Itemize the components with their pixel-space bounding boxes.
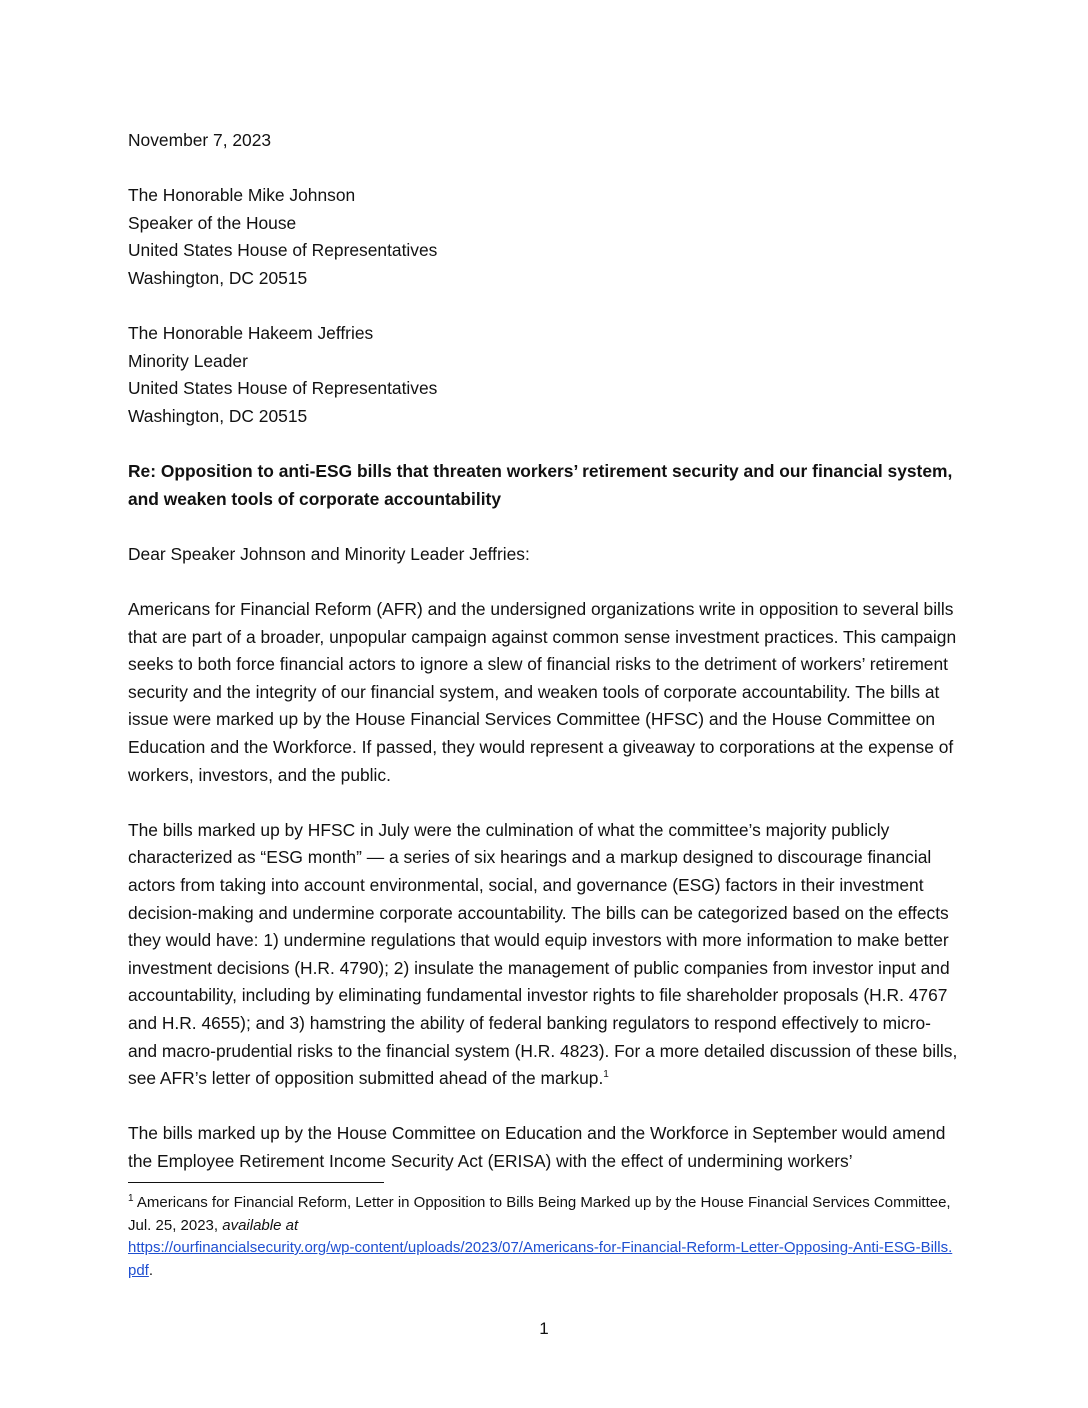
recipient-1-city: Washington, DC 20515 — [128, 267, 308, 288]
paragraph-1: Americans for Financial Reform (AFR) and the undersigned organizations write in opposition to several bills that are part of a broader, unpopular campaign against common sense investment practices. This campaign seeks to both force financial actors to ignore a slew of financial risks to the detriment of workers’ retirement security and the integrity of our financial system, and weaken tools of corporate accountability. The bills at issue were marked up by the House Financial Services Committee (HFSC) and the House Committee on Education and the Workforce. If passed, they would represent a giveaway to corporations at the expense of workers, investors, and the public. — [128, 599, 957, 785]
footnote-italic-text: available at — [222, 1216, 299, 1234]
footnote-reference[interactable]: 1 — [603, 1069, 609, 1081]
recipient-2-organization: United States House of Representatives — [128, 378, 438, 399]
paragraph-2-text: The bills marked up by HFSC in July were the culmination of what the committee’s majority publicly characterized as “ESG month” — a series of six hearings and a markup designed to discourage financial actors from taking into account environmental, social, and governance (ESG) factors in their investment decision-making and undermine corporate accountability. The bills can be categorized based on the effects they would have: 1) undermine regulations that would equip investors with more information to make better investment decisions (H.R. 4790); 2) insulate the management of public companies from investor input and accountability, including by eliminating fundamental investor rights to file shareholder proposals (H.R. 4767 and H.R. 4655); and 3) hamstring the ability of federal banking regulators to respond effectively to micro- and macro-prudential risks to the financial system (H.R. 4823). For a more detailed discussion of these bills, see AFR’s letter of opposition submitted ahead of the markup. — [128, 819, 958, 1089]
footnote — [128, 1192, 960, 1282]
recipient-2-title: Minority Leader — [128, 350, 248, 371]
footnote-trailing: . — [148, 1261, 154, 1279]
footnote-link[interactable]: https://ourfinancialsecurity.org/wp-content/uploads/2023/07/Americans-for-Financial-Reform-Letter-Opposing-Anti-ESG-Bills.pdf — [128, 1239, 953, 1279]
recipient-address-1 — [128, 182, 960, 292]
paragraph-2 — [128, 817, 960, 1093]
footnote-separator — [128, 1182, 384, 1183]
recipient-1-title: Speaker of the House — [128, 212, 297, 233]
salutation: Dear Speaker Johnson and Minority Leader Jeffries: — [128, 543, 530, 564]
paragraph-3: The bills marked up by the House Committee on Education and the Workforce in September would amend the Employee Retirement Income Security Act (ERISA) with the effect of undermining workers’ — [128, 1123, 946, 1171]
footnote-text: Americans for Financial Reform, Letter in Opposition to Bills Being Marked up by the House Financial Services Committee, Jul. 25, 2023, — [128, 1194, 951, 1234]
footnote-number: 1 — [128, 1193, 134, 1204]
recipient-address-2 — [128, 320, 960, 430]
subject-line: Re: Opposition to anti-ESG bills that threaten workers’ retirement security and our financial system, and weaken tools of corporate accountability — [128, 461, 953, 509]
letter-date: November 7, 2023 — [128, 130, 272, 150]
recipient-1-name: The Honorable Mike Johnson — [128, 185, 356, 206]
page-number: 1 — [539, 1319, 549, 1338]
recipient-2-city: Washington, DC 20515 — [128, 405, 308, 426]
recipient-2-name: The Honorable Hakeem Jeffries — [128, 323, 374, 344]
recipient-1-organization: United States House of Representatives — [128, 240, 438, 261]
letter-body — [128, 127, 960, 1176]
